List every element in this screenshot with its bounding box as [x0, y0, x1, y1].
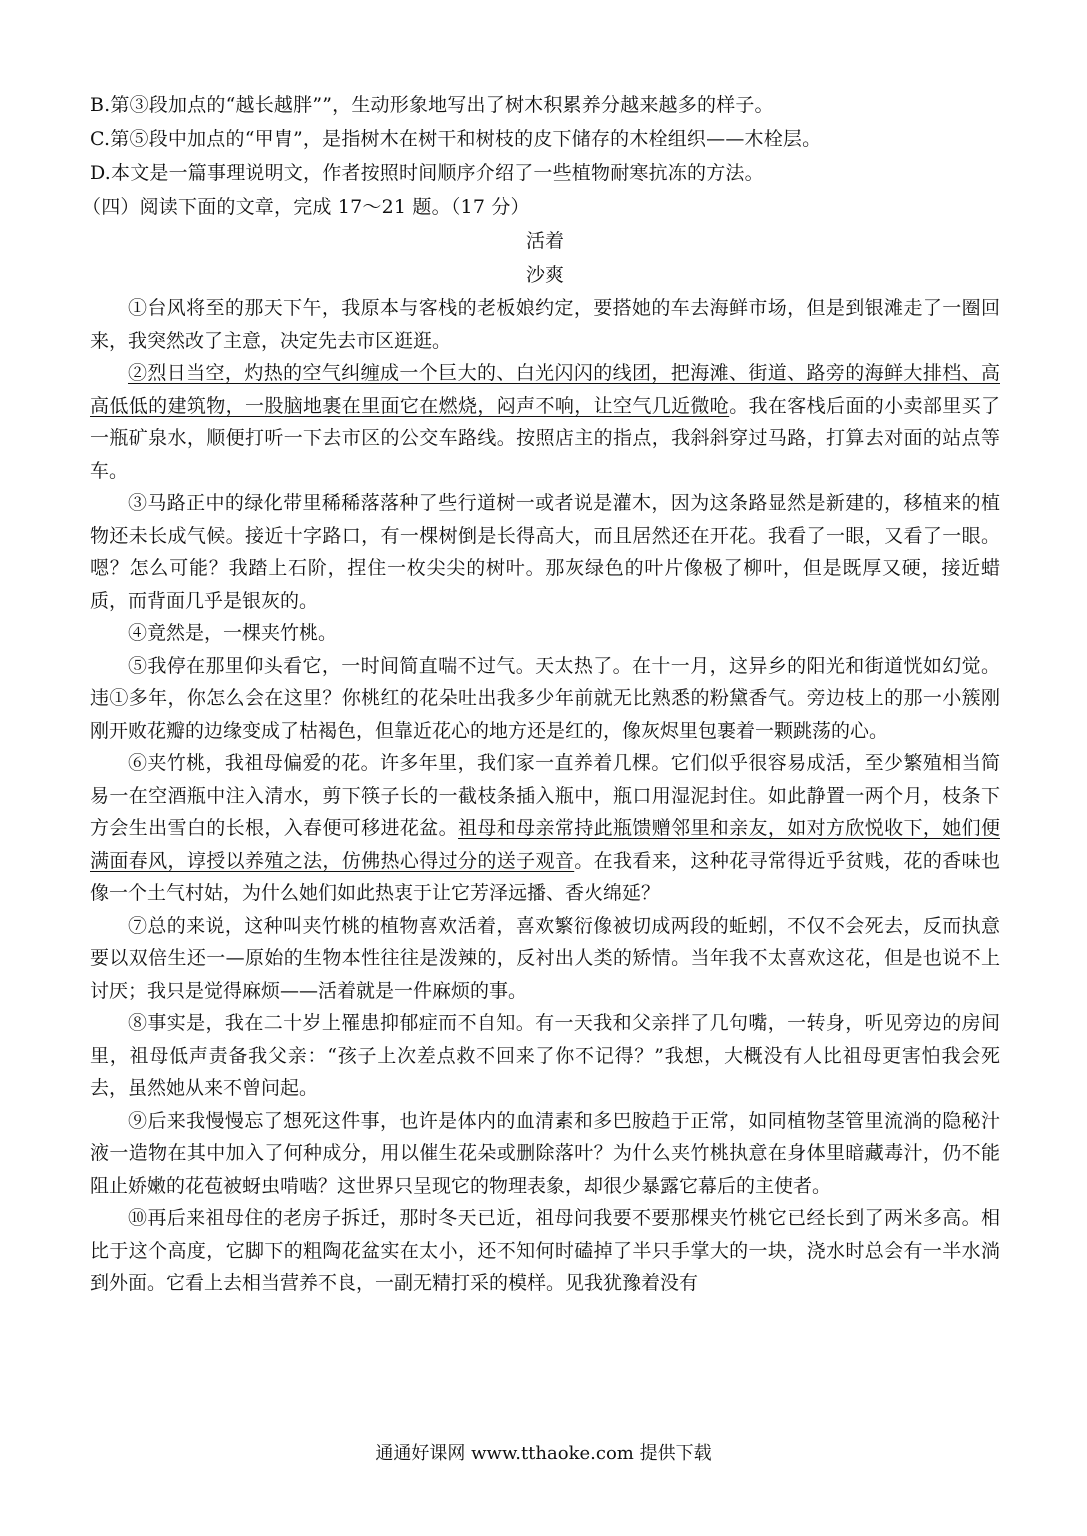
paragraph-2 [90, 357, 1000, 487]
paragraph-4: ④竟然是，一棵夹竹桃。 [128, 622, 338, 644]
article-author: 沙爽 [525, 264, 564, 286]
paragraph-10: ⑩再后来祖母住的老房子拆迁，那时冬天已近，祖母问我要不要那棵夹竹桃它已经长到了两米多高。相比于这个高度，它脚下的粗陶花盆实在太小，还不知何时磕掉了半只手掌大的一块，浇水时总会有一半水淌到外面。它看上去相当营养不良，一副无精打采的模样。见我犹豫着没有 [90, 1207, 1000, 1294]
option-d: D.本文是一篇事理说明文，作者按照时间顺序介绍了一些植物耐寒抗冻的方法。 [90, 162, 764, 184]
paragraph-6 [90, 747, 1000, 910]
page-footer: 通通好课网 www.tthaoke.com 提供下载 [375, 1443, 712, 1464]
paragraph-9: ⑨后来我慢慢忘了想死这件事，也许是体内的血清素和多巴胺趋于正常，如同植物茎管里流淌的隐秘汁液一造物在其中加入了何种成分，用以催生花朵或删除落叶？为什么夹竹桃执意在身体里暗藏毒汁，仍不能阻止娇嫩的花苞被蚜虫啃啮？这世界只呈现它的物理表象，却很少暴露它幕后的主使者。 [90, 1109, 1000, 1197]
paragraph-text: ⑥夹竹桃，我祖母偏爱的花。许多年里，我们家一直养着几棵。它们似乎很容易成活，至少繁殖相当简易一在空酒瓶中注入清水，剪下筷子长的一截枝条插入瓶中，瓶口用湿泥封住。如此静置一两个月，枝条下方会生出雪白的长根，入春便可移进花盆。 [90, 752, 1000, 839]
article-title: 活着 [525, 230, 564, 252]
document-page [82, 88, 1000, 1300]
paragraph-8: ⑧事实是，我在二十岁上罹患抑郁症而不自知。有一天我和父亲拌了几句嘴，一转身，听见旁边的房间里，祖母低声责备我父亲：“孩子上次差点救不回来了你不记得？”我想，大概没有人比祖母更害怕我会死去，虽然她从来不曾问起。 [90, 1012, 1000, 1099]
paragraph-1: ①台风将至的那天下午，我原本与客栈的老板娘约定，要搭她的车去海鲜市场，但是到银滩走了一圈回来，我突然改了主意，决定先去市区逛逛。 [90, 297, 1000, 352]
underlined-sentence: 祖母和母亲常持此瓶馈赠邻里和亲友，如对方欣悦收下，她们便满面春风，谆授以养殖之法，仿佛热心得过分的送子观音 [90, 817, 1000, 872]
underlined-sentence: ②烈日当空，灼热的空气纠缠成一个巨大的、白光闪闪的线团，把海滩、街道、路旁的海鲜大排档、高高低低的建筑物，一股脑地裹在里面它在燃烧，闷声不响，让空气几近微呛 [90, 362, 1000, 417]
paragraph-text: 。我在客栈后面的小卖部里买了一瓶矿泉水，顺便打听一下去市区的公交车路线。按照店主的指点，我斜斜穿过马路，打算去对面的站点等车。 [90, 394, 1000, 482]
paragraph-5: ⑤我停在那里仰头看它，一时间简直喘不过气。天太热了。在十一月，这异乡的阳光和街道恍如幻觉。违①多年，你怎么会在这里？你桃红的花朵吐出我多少年前就无比熟悉的粉黛香气。旁边枝上的那一小簇刚刚开败花瓣的边缘变成了枯褐色，但靠近花心的地方还是红的，像灰烬里包裹着一颗跳荡的心。 [90, 654, 1000, 742]
paragraph-text: 。在我看来，这种花寻常得近乎贫贱，花的香味也像一个土气村姑，为什么她们如此热衷于让它芳泽远播、香火绵延？ [90, 849, 1000, 904]
option-b: B.第③段加点的“越长越胖””，生动形象地写出了树木积累养分越来越多的样子。 [90, 94, 774, 116]
paragraph-7: ⑦总的来说，这种叫夹竹桃的植物喜欢活着，喜欢繁衍像被切成两段的蚯蚓，不仅不会死去，反而执意要以双倍生还一—原始的生物本性往往是泼辣的，反衬出人类的矫情。当年我不太喜欢这花，但是也说不上讨厌；我只是觉得麻烦——活着就是一件麻烦的事。 [90, 914, 1000, 1002]
section-heading: （四）阅读下面的文章，完成 17～21 题。（17 分） [82, 196, 530, 218]
option-c: C.第⑤段中加点的“甲胄”，是指树木在树干和树枝的皮下储存的木栓组织——木栓层。 [90, 128, 822, 150]
paragraph-3: ③马路正中的绿化带里稀稀落落种了些行道树一或者说是灌木，因为这条路显然是新建的，移植来的植物还未长成气候。接近十字路口，有一棵树倒是长得高大，而且居然还在开花。我看了一眼，又看了一眼。嗯？怎么可能？我踏上石阶，捏住一枚尖尖的树叶。那灰绿色的叶片像极了柳叶，但是既厚又硬，接近蜡质，而背面几乎是银灰的。 [90, 492, 1000, 612]
